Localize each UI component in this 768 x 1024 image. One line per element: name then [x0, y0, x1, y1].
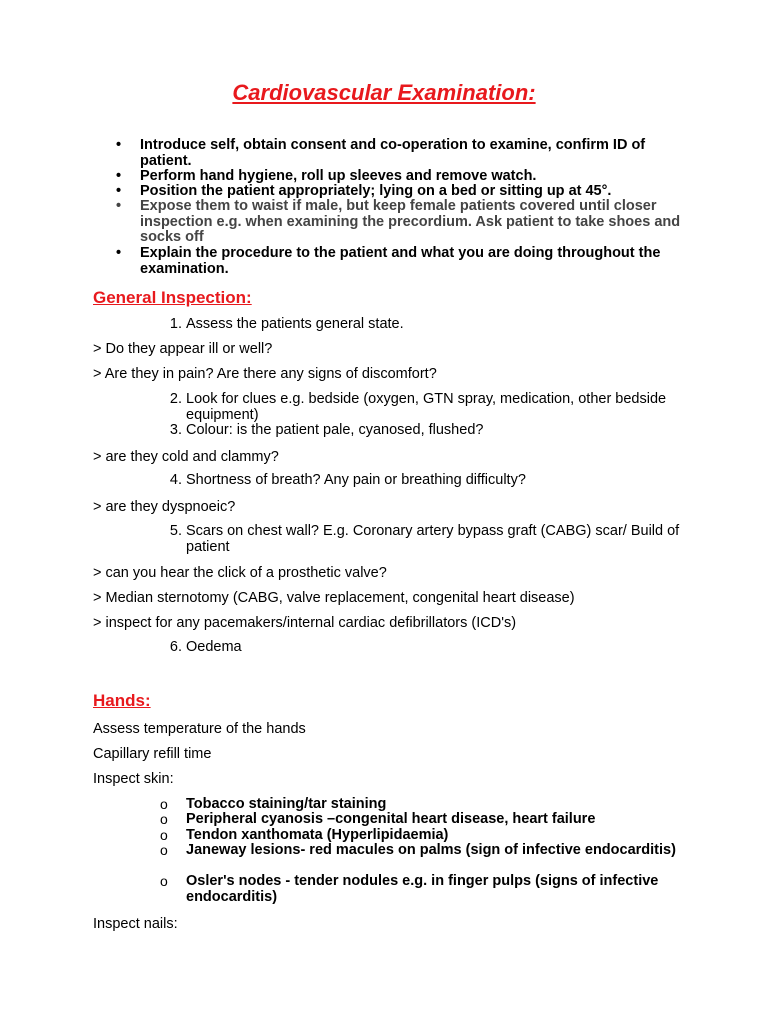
question-line: > can you hear the click of a prosthetic valve? — [93, 565, 387, 581]
question-line: > Median sternotomy (CABG, valve replacement, congenital heart disease) — [93, 590, 575, 606]
bullet-icon: • — [116, 168, 122, 184]
circle-bullet-icon: o — [160, 873, 168, 889]
list-item: 5. Scars on chest wall? E.g. Coronary artery bypass graft (CABG) scar/ Build of patient — [169, 523, 680, 555]
question-line: > Do they appear ill or well? — [93, 341, 273, 357]
bullet-icon: • — [116, 137, 122, 153]
hands-line: Inspect skin: — [93, 771, 174, 787]
list-item: • Introduce self, obtain consent and co-operation to examine, confirm ID of patient. — [116, 137, 646, 169]
list-item: o Tobacco staining/tar staining — [160, 796, 387, 812]
bullet-icon: • — [116, 245, 122, 261]
list-item: o Osler's nodes - tender nodules e.g. in finger pulps (signs of infective endocarditis) — [160, 873, 659, 905]
list-item: • Expose them to waist if male, but keep female patients covered until closer inspection e.g. when examining the precordium. Ask patient to take shoes and socks off — [116, 198, 681, 245]
general-inspection-heading: General Inspection: — [93, 288, 252, 307]
question-line: > Are they in pain? Are there any signs of discomfort? — [93, 366, 437, 382]
list-item: o Janeway lesions- red macules on palms (sign of infective endocarditis) — [160, 842, 676, 858]
circle-bullet-icon: o — [160, 811, 168, 827]
hands-line: Capillary refill time — [93, 746, 212, 762]
question-line: > are they dyspnoeic? — [93, 499, 236, 515]
list-item: o Peripheral cyanosis –congenital heart disease, heart failure — [160, 811, 596, 827]
hands-line: Inspect nails: — [93, 916, 178, 932]
circle-bullet-icon: o — [160, 827, 168, 843]
list-item: • Explain the procedure to the patient and what you are doing throughout the examination. — [116, 245, 661, 277]
page-title: Cardiovascular Examination: — [232, 80, 536, 105]
list-item: 3. Colour: is the patient pale, cyanosed, flushed? — [169, 422, 484, 438]
bullet-icon: • — [116, 198, 122, 214]
list-item: • Position the patient appropriately; lying on a bed or sitting up at 45°. — [116, 183, 612, 199]
bullet-icon: • — [116, 183, 122, 199]
hands-line: Assess temperature of the hands — [93, 721, 306, 737]
circle-bullet-icon: o — [160, 796, 168, 812]
list-item: 4. Shortness of breath? Any pain or breathing difficulty? — [169, 472, 526, 488]
list-item: 6. Oedema — [169, 639, 242, 655]
list-item: 1. Assess the patients general state. — [169, 316, 404, 332]
list-item: • Perform hand hygiene, roll up sleeves and remove watch. — [116, 168, 537, 184]
question-line: > inspect for any pacemakers/internal cardiac defibrillators (ICD's) — [93, 615, 517, 631]
hands-heading: Hands: — [93, 691, 151, 710]
list-item: o Tendon xanthomata (Hyperlipidaemia) — [160, 827, 449, 843]
circle-bullet-icon: o — [160, 842, 168, 858]
question-line: > are they cold and clammy? — [93, 449, 279, 465]
list-item: 2. Look for clues e.g. bedside (oxygen, GTN spray, medication, other bedside equipment) — [169, 391, 667, 423]
